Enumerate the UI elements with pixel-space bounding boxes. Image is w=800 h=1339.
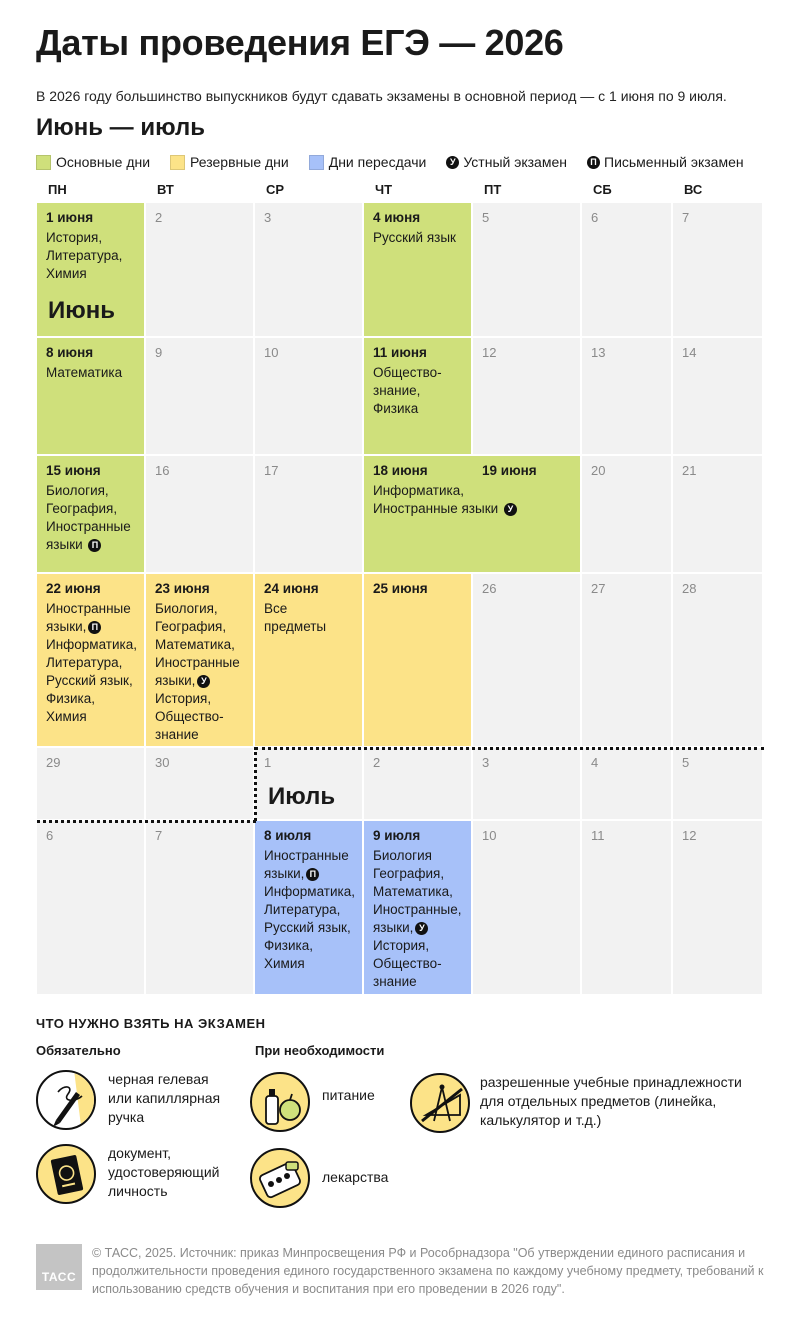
day-number: 10 — [482, 828, 497, 843]
day-subjects — [373, 847, 462, 991]
day-cell-jun-12 — [473, 338, 582, 456]
dow-wed: СР — [266, 182, 285, 197]
subject: Литература, — [46, 248, 123, 263]
oral-badge-icon: У — [446, 156, 459, 169]
day-cell-jun-24 — [255, 574, 364, 748]
subject: Литература, — [264, 902, 341, 917]
day-cell-jun-21 — [673, 456, 764, 574]
day-number: 30 — [155, 755, 170, 770]
subject: знание, — [373, 383, 421, 398]
day-number: 17 — [264, 463, 279, 478]
subject-text: Иностранные языки — [373, 501, 499, 516]
day-cell-jun-16 — [146, 456, 255, 574]
day-cell-jul-1 — [255, 748, 364, 821]
dow-mon: ПН — [48, 182, 67, 197]
month-label-july: Июль — [268, 783, 336, 810]
subject: История, — [373, 938, 430, 953]
subject — [155, 672, 244, 690]
item-text-line: или капиллярная — [108, 1090, 221, 1106]
footer-source-text: © ТАСС, 2025. Источник: приказ Минпросвещения РФ и Рособрнадзора "Об утверждении единого расписания и продолжительности проведения единого государственного экзамена по каждому учебному предмету, требований к использованию средств обучения и воспитания при его проведении в 2026 году". — [92, 1246, 764, 1296]
pills-icon — [250, 1148, 310, 1208]
day-cell-jun-10 — [255, 338, 364, 456]
legend-swatch-retake — [309, 155, 324, 170]
subject: Общество- — [155, 709, 224, 724]
day-cell-jun-13 — [582, 338, 673, 456]
day-cell-jul-3 — [473, 748, 582, 821]
month-divider-bottom — [37, 820, 256, 823]
day-number: 7 — [155, 828, 163, 843]
dow-fri: ПТ — [484, 182, 502, 197]
month-divider-vertical — [254, 747, 257, 821]
day-cell-jul-7 — [146, 821, 255, 996]
day-number: 14 — [682, 345, 697, 360]
subject: Иностранные — [264, 848, 349, 863]
oral-badge-icon: У — [504, 503, 517, 516]
day-number: 2 — [373, 755, 381, 770]
day-cell-jul-11 — [582, 821, 673, 996]
legend-label-retake: Дни пересдачи — [328, 154, 427, 170]
day-date: 24 июня — [264, 581, 319, 596]
subject: Биология, — [46, 483, 109, 498]
day-number: 7 — [682, 210, 690, 225]
subject: Общество- — [373, 956, 442, 971]
item-pen-text — [108, 1070, 220, 1127]
subject: История, — [155, 691, 212, 706]
day-date: 18 июня — [373, 463, 428, 478]
subject: Биология, — [155, 601, 218, 616]
item-text-line: документ, — [108, 1145, 171, 1161]
legend — [36, 154, 744, 170]
item-document-text — [108, 1144, 219, 1201]
subject: География, — [46, 501, 118, 516]
optional-title: При необходимости — [255, 1043, 385, 1058]
subject: Литература, — [46, 655, 123, 670]
day-number: 3 — [264, 210, 272, 225]
subject: Русский язык, — [46, 673, 133, 688]
day-number: 29 — [46, 755, 61, 770]
day-cell-jul-6 — [37, 821, 146, 996]
legend-retake — [309, 154, 427, 170]
day-cell-jul-5 — [673, 748, 764, 821]
day-cell-jun-8 — [37, 338, 146, 456]
day-date: 8 июня — [46, 345, 94, 360]
legend-label-main: Основные дни — [56, 154, 151, 170]
day-subjects — [46, 229, 135, 283]
day-number: 21 — [682, 463, 697, 478]
ruler-compass-icon — [410, 1073, 470, 1133]
day-cell-jun-3 — [255, 203, 364, 338]
day-subjects — [155, 600, 244, 744]
item-text-line: питание — [322, 1087, 375, 1103]
day-cell-jun-11 — [364, 338, 473, 456]
day-number: 6 — [46, 828, 54, 843]
subject-text: языки, — [264, 866, 305, 881]
subject: Русский язык — [373, 230, 456, 245]
day-date: 4 июня — [373, 210, 421, 225]
day-cell-jun-23 — [146, 574, 255, 748]
day-number: 6 — [591, 210, 599, 225]
item-document — [36, 1144, 219, 1204]
item-supplies-text — [480, 1073, 742, 1130]
legend-reserve — [170, 154, 289, 170]
day-number: 26 — [482, 581, 497, 596]
subject: Иностранные, — [373, 902, 462, 917]
legend-swatch-main — [36, 155, 51, 170]
day-cell-jun-18-19 — [364, 456, 582, 574]
subject: Иностранные — [46, 601, 131, 616]
day-cell-jun-4 — [364, 203, 473, 338]
subject: Иностранные — [46, 519, 131, 534]
day-subjects — [373, 482, 571, 518]
day-cell-jun-7 — [673, 203, 764, 338]
day-subjects — [46, 600, 135, 726]
day-cell-jun-15 — [37, 456, 146, 574]
subject: Химия — [264, 956, 305, 971]
day-cell-jun-29 — [37, 748, 146, 821]
day-cell-jun-1 — [37, 203, 146, 338]
subject: Информатика, — [373, 483, 464, 498]
day-cell-jun-17 — [255, 456, 364, 574]
day-cell-jun-6 — [582, 203, 673, 338]
period-heading: Июнь — июль — [36, 114, 205, 141]
tass-logo: ТАСС — [36, 1244, 82, 1290]
subject: Физика, — [264, 938, 313, 953]
day-cell-jun-9 — [146, 338, 255, 456]
legend-oral — [446, 154, 567, 170]
day-number: 1 — [264, 755, 272, 770]
subject: Русский язык, — [264, 920, 351, 935]
oral-badge-icon: У — [415, 922, 428, 935]
item-medicine — [250, 1148, 388, 1208]
take-section-title: ЧТО НУЖНО ВЗЯТЬ НА ЭКЗАМЕН — [36, 1016, 266, 1031]
item-food-text — [322, 1072, 375, 1105]
day-date: 15 июня — [46, 463, 101, 478]
day-number: 28 — [682, 581, 697, 596]
day-cell-jul-2 — [364, 748, 473, 821]
subject: Биология — [373, 848, 432, 863]
day-cell-jul-12 — [673, 821, 764, 996]
footer — [36, 1244, 770, 1298]
subject — [46, 536, 135, 554]
subject: География, — [373, 866, 445, 881]
day-cell-jun-2 — [146, 203, 255, 338]
dow-tue: ВТ — [157, 182, 174, 197]
day-cell-jul-4 — [582, 748, 673, 821]
day-subjects — [264, 600, 353, 636]
day-number: 3 — [482, 755, 490, 770]
day-number: 27 — [591, 581, 606, 596]
dow-sat: СБ — [593, 182, 612, 197]
subject — [373, 500, 571, 518]
page-subtitle: В 2026 году большинство выпускников будут сдавать экзамены в основной период — с 1 июня по 9 июля. — [36, 88, 727, 104]
subject-text: языки, — [373, 920, 414, 935]
subject: Общество- — [373, 365, 442, 380]
day-cell-jul-10 — [473, 821, 582, 996]
subject: Математика, — [155, 637, 235, 652]
subject-text: языки, — [155, 673, 196, 688]
written-badge-icon: П — [88, 621, 101, 634]
day-date: 19 июня — [482, 463, 537, 478]
subject: Информатика, — [264, 884, 355, 899]
day-cell-jun-27 — [582, 574, 673, 748]
item-food — [250, 1072, 375, 1132]
required-title: Обязательно — [36, 1043, 121, 1058]
day-cell-jun-5 — [473, 203, 582, 338]
legend-swatch-reserve — [170, 155, 185, 170]
day-date: 9 июля — [373, 828, 421, 843]
day-cell-jun-22 — [37, 574, 146, 748]
dow-sun: ВС — [684, 182, 703, 197]
subject: Иностранные — [155, 655, 240, 670]
day-number: 10 — [264, 345, 279, 360]
item-text-line: удостоверяющий — [108, 1164, 220, 1180]
subject: История, — [46, 230, 103, 245]
exam-calendar — [37, 178, 764, 996]
written-badge-icon: П — [587, 156, 600, 169]
subject: знание — [373, 974, 417, 989]
subject: Математика — [46, 365, 123, 380]
subject: Физика — [373, 401, 419, 416]
passport-icon — [36, 1144, 96, 1204]
oral-badge-icon: У — [197, 675, 210, 688]
day-number: 12 — [682, 828, 697, 843]
legend-label-oral: Устный экзамен — [463, 154, 567, 170]
written-badge-icon: П — [88, 539, 101, 552]
subject: Химия — [46, 709, 87, 724]
day-date: 22 июня — [46, 581, 101, 596]
month-divider-top — [255, 747, 764, 750]
month-label-june: Июнь — [48, 297, 115, 324]
day-cell-jun-20 — [582, 456, 673, 574]
subject: Химия — [46, 266, 87, 281]
day-subjects — [46, 364, 135, 382]
day-number: 11 — [591, 828, 605, 843]
day-number: 13 — [591, 345, 606, 360]
day-cell-jun-25 — [364, 574, 473, 748]
item-text-line: черная гелевая — [108, 1071, 209, 1087]
subject: Математика, — [373, 884, 453, 899]
written-badge-icon: П — [306, 868, 319, 881]
pen-icon — [36, 1070, 96, 1130]
subject — [264, 865, 353, 883]
item-text-line: разрешенные учебные принадлежности — [480, 1074, 742, 1090]
day-cell-jul-9 — [364, 821, 473, 996]
day-subjects — [373, 229, 462, 247]
item-pen — [36, 1070, 220, 1130]
item-medicine-text — [322, 1148, 388, 1187]
day-date: 1 июня — [46, 210, 94, 225]
subject-text: языки — [46, 537, 83, 552]
day-subjects — [46, 482, 135, 554]
item-text-line: личность — [108, 1183, 168, 1199]
subject: знание — [155, 727, 199, 742]
item-text-line: лекарства — [322, 1169, 389, 1185]
subject: Все предметы — [264, 601, 327, 634]
day-number: 5 — [682, 755, 690, 770]
subject — [46, 618, 135, 636]
item-text-line: ручка — [108, 1109, 145, 1125]
dow-thu: ЧТ — [375, 182, 393, 197]
day-number: 20 — [591, 463, 606, 478]
day-subjects — [264, 847, 353, 973]
day-number: 4 — [591, 755, 599, 770]
legend-label-written: Письменный экзамен — [604, 154, 744, 170]
day-number: 16 — [155, 463, 170, 478]
legend-label-reserve: Резервные дни — [190, 154, 289, 170]
legend-written — [587, 154, 744, 170]
day-date-row — [373, 462, 571, 480]
day-date: 23 июня — [155, 581, 210, 596]
subject-text: языки, — [46, 619, 87, 634]
day-cell-jun-30 — [146, 748, 255, 821]
day-date: 11 июня — [373, 345, 427, 360]
subject: География, — [155, 619, 227, 634]
page-title: Даты проведения ЕГЭ — 2026 — [36, 22, 564, 63]
day-number: 12 — [482, 345, 497, 360]
day-number: 2 — [155, 210, 163, 225]
day-number: 5 — [482, 210, 490, 225]
item-text-line: для отдельных предметов (линейка, — [480, 1093, 717, 1109]
subject: Информатика, — [46, 637, 137, 652]
day-cell-jun-28 — [673, 574, 764, 748]
legend-main — [36, 154, 150, 170]
day-date: 25 июня — [373, 581, 428, 596]
day-cell-jun-14 — [673, 338, 764, 456]
day-subjects — [373, 364, 462, 418]
day-cell-jun-26 — [473, 574, 582, 748]
subject — [373, 919, 462, 937]
subject: Физика, — [46, 691, 95, 706]
item-supplies — [410, 1073, 742, 1133]
day-date: 8 июля — [264, 828, 312, 843]
food-icon — [250, 1072, 310, 1132]
item-text-line: калькулятор и т.д.) — [480, 1112, 602, 1128]
day-number: 9 — [155, 345, 163, 360]
day-cell-jul-8 — [255, 821, 364, 996]
